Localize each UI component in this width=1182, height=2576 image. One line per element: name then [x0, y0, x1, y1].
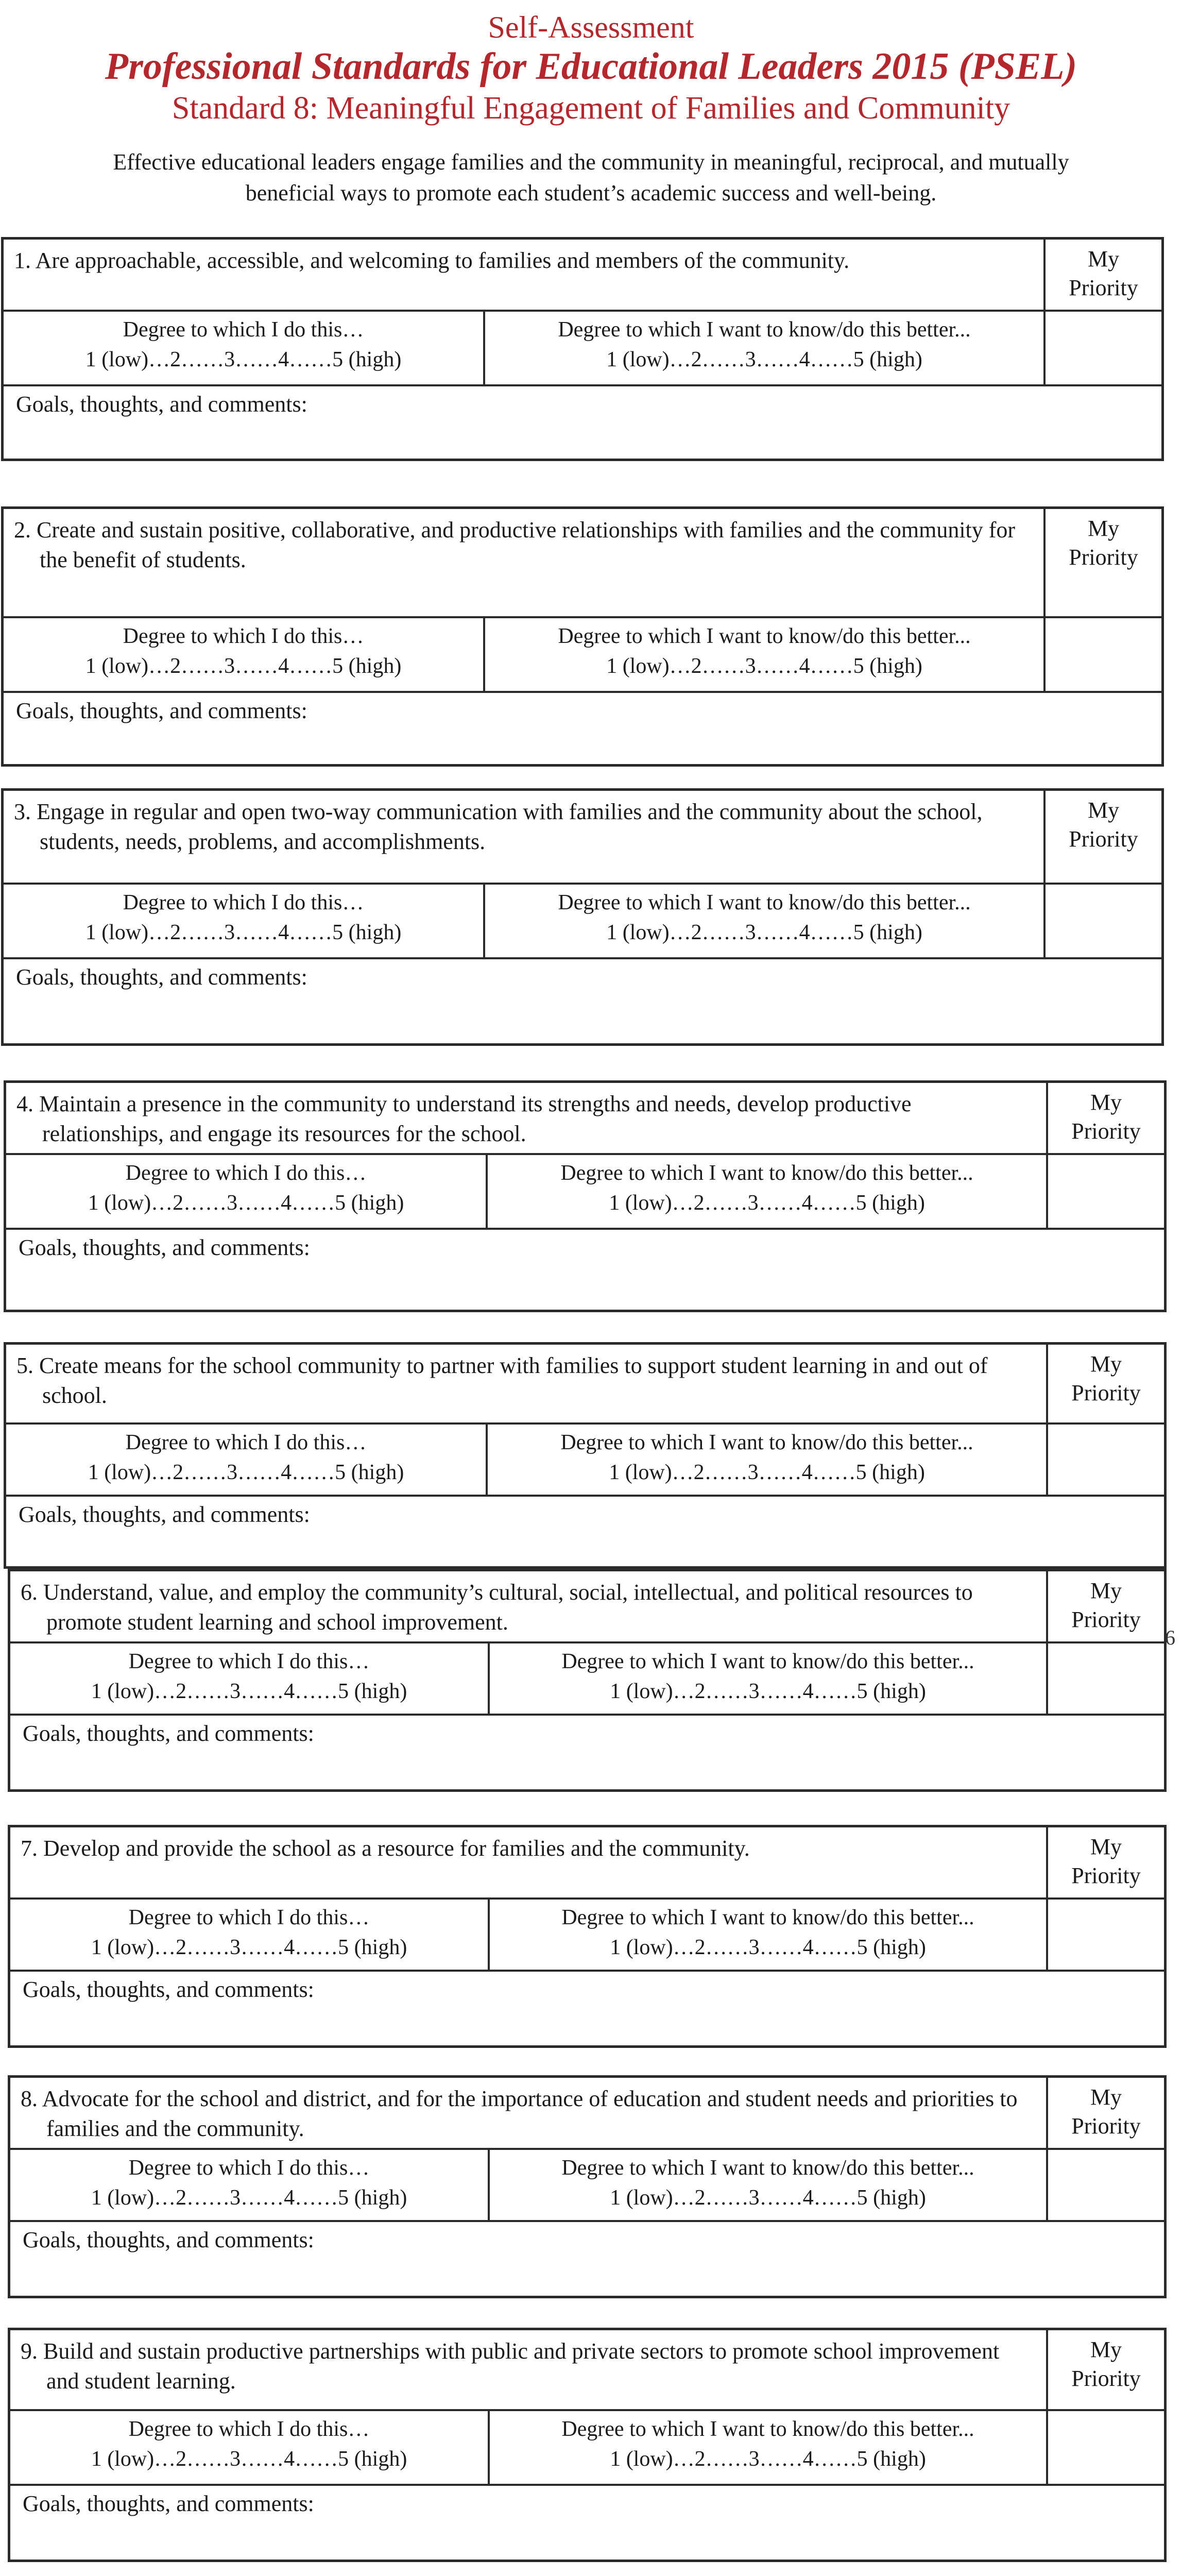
degree-do-label: Degree to which I do this…	[123, 891, 364, 914]
degree-do-better-cell[interactable]	[488, 1425, 1048, 1497]
my-priority-label	[1046, 509, 1161, 618]
priority-input-box[interactable]	[1048, 1155, 1164, 1230]
goals-comments-field[interactable]	[4, 386, 1161, 459]
item-statement	[10, 2078, 1048, 2150]
item-statement	[10, 1571, 1048, 1643]
degree-better-scale: 1 (low)…2……3……4……5 (high)	[610, 2186, 926, 2210]
degree-i-do-this-cell[interactable]	[6, 1425, 488, 1497]
degree-i-do-this-cell[interactable]	[10, 2150, 490, 2222]
goals-comments-field[interactable]	[4, 959, 1161, 1043]
priority-label-line2: Priority	[1069, 545, 1138, 570]
standard-intro: Effective educational leaders engage families and the community in meaningful, reciprocal, and mutually beneficial ways to promote each student’s academic success and well-being.	[113, 149, 1069, 206]
degree-i-do-this-cell[interactable]	[6, 1155, 488, 1230]
priority-input-box[interactable]	[1048, 2411, 1164, 2486]
my-priority-label	[1048, 2330, 1164, 2411]
assessment-item-block	[1, 506, 1164, 767]
goals-comments-field[interactable]	[10, 1972, 1164, 2045]
item-statement	[6, 1345, 1048, 1425]
degree-i-do-this-cell[interactable]	[4, 885, 485, 959]
goals-comments-label: Goals, thoughts, and comments:	[23, 2227, 314, 2252]
degree-do-scale: 1 (low)…2……3……4……5 (high)	[85, 921, 402, 944]
item-statement-text: 9. Build and sustain productive partnerships with public and private sectors to promote school improvement and student learning.	[21, 2338, 1000, 2394]
assessment-item-block	[4, 1080, 1167, 1312]
degree-better-scale: 1 (low)…2……3……4……5 (high)	[609, 1191, 925, 1215]
assessment-item-block	[8, 2075, 1167, 2298]
degree-better-scale: 1 (low)…2……3……4……5 (high)	[606, 348, 922, 371]
degree-do-better-cell[interactable]	[485, 618, 1046, 693]
degree-do-label: Degree to which I do this…	[128, 1650, 370, 1673]
priority-input-box[interactable]	[1048, 2150, 1164, 2222]
degree-better-scale: 1 (low)…2……3……4……5 (high)	[610, 1936, 926, 1959]
degree-better-label: Degree to which I want to know/do this better...	[561, 1650, 974, 1673]
degree-do-label: Degree to which I do this…	[128, 2417, 370, 2441]
self-assessment-heading: Self-Assessment	[488, 10, 694, 44]
degree-better-scale: 1 (low)…2……3……4……5 (high)	[610, 2447, 926, 2471]
goals-comments-field[interactable]	[6, 1497, 1164, 1566]
my-priority-label	[1048, 1345, 1164, 1425]
assessment-item-block	[1, 237, 1164, 461]
degree-do-better-cell[interactable]	[490, 2411, 1048, 2486]
my-priority-label	[1046, 791, 1161, 885]
degree-better-label: Degree to which I want to know/do this better...	[560, 1431, 973, 1454]
priority-input-box[interactable]	[1046, 618, 1161, 693]
assessment-item-block	[1, 788, 1164, 1046]
priority-label-line1: My	[1090, 1090, 1122, 1115]
my-priority-label	[1048, 2078, 1164, 2150]
goals-comments-field[interactable]	[10, 1716, 1164, 1789]
assessment-item-block	[4, 1342, 1167, 1569]
priority-label-line2: Priority	[1069, 826, 1138, 852]
priority-label-line2: Priority	[1069, 275, 1138, 300]
degree-better-scale: 1 (low)…2……3……4……5 (high)	[609, 1461, 925, 1484]
item-statement-text: 4. Maintain a presence in the community to understand its strengths and needs, develop productive relationships, and engage its resources for the school.	[16, 1091, 912, 1146]
priority-input-box[interactable]	[1046, 312, 1161, 386]
item-statement-text: 1. Are approachable, accessible, and welcoming to families and members of the community.	[14, 248, 850, 273]
my-priority-label	[1048, 1083, 1164, 1155]
degree-better-label: Degree to which I want to know/do this better...	[561, 1906, 974, 1929]
assessment-item-block	[8, 1825, 1167, 2048]
degree-do-better-cell[interactable]	[490, 1643, 1048, 1716]
degree-do-scale: 1 (low)…2……3……4……5 (high)	[88, 1191, 404, 1215]
degree-do-better-cell[interactable]	[485, 885, 1046, 959]
item-statement-text: 8. Advocate for the school and district, and for the importance of education and student needs and priorities to families and the community.	[21, 2086, 1018, 2141]
degree-do-label: Degree to which I do this…	[125, 1161, 367, 1185]
priority-label-line2: Priority	[1071, 1863, 1141, 1888]
degree-better-label: Degree to which I want to know/do this better...	[558, 318, 971, 342]
degree-better-label: Degree to which I want to know/do this better...	[558, 624, 971, 648]
degree-do-better-cell[interactable]	[485, 312, 1046, 386]
degree-do-label: Degree to which I do this…	[128, 2156, 370, 2180]
degree-better-label: Degree to which I want to know/do this better...	[560, 1161, 973, 1185]
degree-i-do-this-cell[interactable]	[4, 618, 485, 693]
psel-title: Professional Standards for Educational Leaders 2015 (PSEL)	[105, 45, 1077, 88]
degree-i-do-this-cell[interactable]	[4, 312, 485, 386]
page-number: 6	[1165, 1626, 1175, 1649]
item-statement-text: 2. Create and sustain positive, collaborative, and productive relationships with families and the community for the benefit of students.	[14, 517, 1016, 572]
my-priority-label	[1046, 240, 1161, 312]
priority-label-line1: My	[1090, 2337, 1122, 2362]
goals-comments-label: Goals, thoughts, and comments:	[23, 1721, 314, 1746]
degree-do-scale: 1 (low)…2……3……4……5 (high)	[88, 1461, 404, 1484]
degree-do-scale: 1 (low)…2……3……4……5 (high)	[85, 348, 402, 371]
goals-comments-label: Goals, thoughts, and comments:	[16, 964, 307, 990]
my-priority-label	[1048, 1827, 1164, 1900]
degree-better-label: Degree to which I want to know/do this better...	[561, 2156, 974, 2180]
item-statement	[4, 791, 1046, 885]
priority-input-box[interactable]	[1046, 885, 1161, 959]
goals-comments-field[interactable]	[10, 2486, 1164, 2560]
degree-do-better-cell[interactable]	[488, 1155, 1048, 1230]
degree-do-label: Degree to which I do this…	[125, 1431, 367, 1454]
degree-better-scale: 1 (low)…2……3……4……5 (high)	[610, 1680, 926, 1703]
degree-do-better-cell[interactable]	[490, 1900, 1048, 1972]
priority-label-line2: Priority	[1071, 2366, 1141, 2391]
goals-comments-field[interactable]	[4, 693, 1161, 764]
degree-i-do-this-cell[interactable]	[10, 1643, 490, 1716]
degree-do-scale: 1 (low)…2……3……4……5 (high)	[91, 1680, 407, 1703]
my-priority-label	[1048, 1571, 1164, 1643]
goals-comments-label: Goals, thoughts, and comments:	[16, 698, 307, 723]
priority-label-line2: Priority	[1071, 1607, 1141, 1632]
priority-label-line1: My	[1090, 2084, 1122, 2110]
goals-comments-label: Goals, thoughts, and comments:	[19, 1235, 310, 1260]
degree-do-scale: 1 (low)…2……3……4……5 (high)	[85, 654, 402, 678]
goals-comments-field[interactable]	[6, 1230, 1164, 1310]
degree-better-label: Degree to which I want to know/do this better...	[558, 891, 971, 914]
degree-do-label: Degree to which I do this…	[128, 1906, 370, 1929]
priority-label-line1: My	[1090, 1578, 1122, 1603]
priority-input-box[interactable]	[1048, 1425, 1164, 1497]
goals-comments-label: Goals, thoughts, and comments:	[19, 1502, 310, 1527]
assessment-item-block	[8, 2328, 1167, 2562]
degree-better-label: Degree to which I want to know/do this better...	[561, 2417, 974, 2441]
item-statement	[4, 240, 1046, 312]
item-statement-text: 7. Develop and provide the school as a resource for families and the community.	[21, 1836, 750, 1861]
priority-label-line2: Priority	[1071, 2113, 1141, 2139]
degree-do-better-cell[interactable]	[490, 2150, 1048, 2222]
item-statement	[6, 1083, 1048, 1155]
priority-label-line1: My	[1087, 798, 1120, 823]
priority-label-line1: My	[1087, 246, 1120, 272]
priority-label-line1: My	[1090, 1351, 1122, 1377]
standard-heading: Standard 8: Meaningful Engagement of Families and Community	[172, 91, 1010, 126]
item-statement	[10, 2330, 1048, 2411]
degree-i-do-this-cell[interactable]	[10, 2411, 490, 2486]
priority-input-box[interactable]	[1048, 1900, 1164, 1972]
goals-comments-label: Goals, thoughts, and comments:	[16, 392, 307, 417]
assessment-item-block	[8, 1569, 1167, 1792]
item-statement	[4, 509, 1046, 618]
degree-better-scale: 1 (low)…2……3……4……5 (high)	[606, 921, 922, 944]
item-statement	[10, 1827, 1048, 1900]
priority-label-line2: Priority	[1071, 1118, 1141, 1144]
goals-comments-label: Goals, thoughts, and comments:	[23, 2491, 314, 2516]
item-statement-text: 5. Create means for the school community to partner with families to support student learning in and out of school.	[16, 1353, 988, 1408]
item-statement-text: 3. Engage in regular and open two-way communication with families and the community about the school, students, needs, problems, and accomplishments.	[14, 799, 983, 854]
degree-do-label: Degree to which I do this…	[123, 624, 364, 648]
degree-better-scale: 1 (low)…2……3……4……5 (high)	[606, 654, 922, 678]
degree-do-scale: 1 (low)…2……3……4……5 (high)	[91, 2447, 407, 2471]
priority-input-box[interactable]	[1048, 1643, 1164, 1716]
goals-comments-field[interactable]	[10, 2222, 1164, 2296]
item-statement-text: 6. Understand, value, and employ the community’s cultural, social, intellectual, and political resources to promote student learning and school improvement.	[21, 1580, 973, 1635]
degree-do-scale: 1 (low)…2……3……4……5 (high)	[91, 2186, 407, 2210]
priority-label-line1: My	[1087, 516, 1120, 541]
goals-comments-label: Goals, thoughts, and comments:	[23, 1977, 314, 2002]
degree-i-do-this-cell[interactable]	[10, 1900, 490, 1972]
priority-label-line1: My	[1090, 1834, 1122, 1859]
degree-do-label: Degree to which I do this…	[123, 318, 364, 342]
priority-label-line2: Priority	[1071, 1380, 1141, 1405]
degree-do-scale: 1 (low)…2……3……4……5 (high)	[91, 1936, 407, 1959]
